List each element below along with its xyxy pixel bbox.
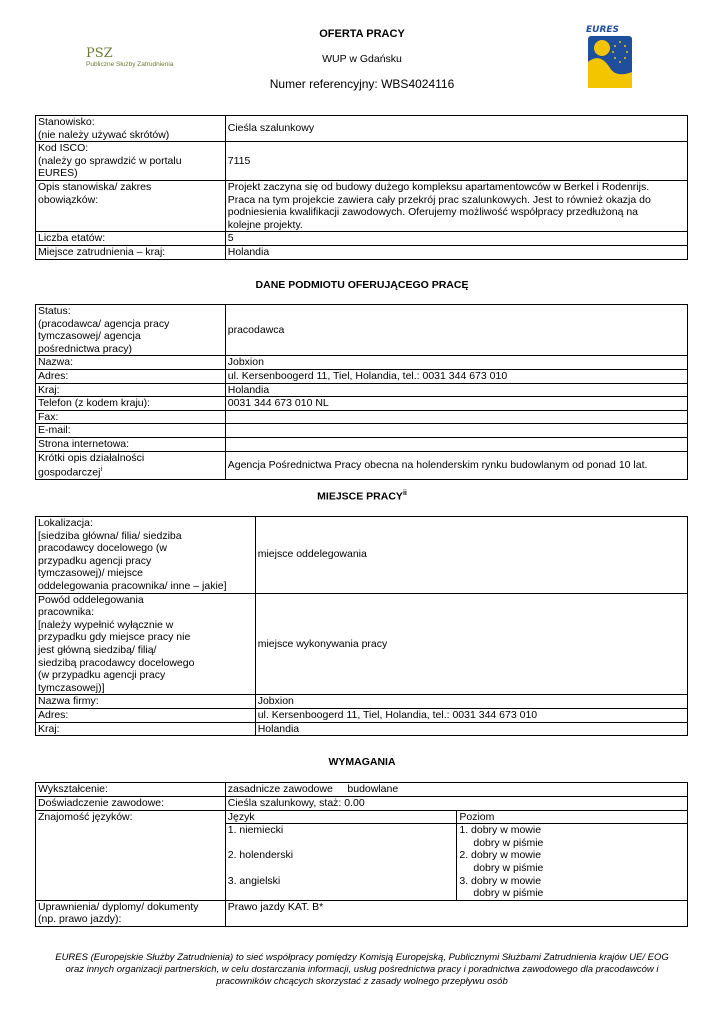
isco-value: 7115	[225, 142, 687, 181]
www-label: Strona internetowa:	[36, 437, 226, 451]
country-value: Holandia	[225, 245, 687, 259]
address-value: ul. Kersenboogerd 11, Tiel, Holandia, tel.: 0031 344 673 010	[255, 708, 687, 722]
label-cell	[36, 180, 226, 231]
reason-label-line: (w przypadku agencji pracy	[38, 669, 166, 682]
description-line: podniesienia kwalifikacji zawodowych. Oferujemy możliwość współpracy przedłużoną na	[227, 206, 639, 219]
table-row	[36, 232, 688, 246]
workplace-title-text: MIEJSCE PRACY	[317, 490, 403, 503]
table-row	[36, 180, 688, 231]
fax-label: Fax:	[36, 410, 226, 424]
address-value: ul. Kersenboogerd 11, Tiel, Holandia, tel.: 0031 344 673 010	[225, 369, 687, 383]
education-field: budowlane	[347, 783, 399, 795]
isco-label-note: (należy go sprawdzić w portalu	[38, 154, 182, 167]
table-row	[36, 810, 688, 824]
workplace-section-title	[0, 490, 724, 503]
position-label: Stanowisko:	[38, 116, 95, 128]
label-cell	[36, 142, 226, 181]
status-label-note: tymczasowej/ agencja	[38, 330, 141, 343]
table-row	[36, 383, 688, 397]
description-value	[225, 180, 687, 231]
isco-label-note-2: EURES)	[38, 167, 78, 180]
reason-label-line: tymczasowej)]	[38, 681, 105, 694]
experience-value: Cieśla szalunkowy, staż: 0.00	[225, 797, 687, 811]
table-row	[36, 722, 688, 736]
certificates-value: Prawo jazdy KAT. B*	[225, 900, 687, 926]
table-row	[36, 116, 688, 142]
office-name: WUP w Gdańsku	[322, 53, 402, 65]
posts-value: 5	[225, 232, 687, 246]
table-row	[36, 437, 688, 451]
location-label-line: oddelegowania pracownika/ inne – jakie]	[38, 579, 227, 592]
table-row	[36, 410, 688, 424]
www-value	[225, 437, 687, 451]
table-row	[36, 593, 688, 695]
table-row	[36, 783, 688, 797]
footnote-marker: i	[100, 466, 103, 474]
table-row	[36, 397, 688, 411]
footer-note	[40, 952, 684, 988]
reason-label	[36, 593, 256, 695]
country-label: Kraj:	[36, 383, 226, 397]
certificates-label	[36, 900, 226, 926]
language-level-writing: dobry w piśmie	[473, 861, 544, 874]
position-value: Cieśla szalunkowy	[225, 116, 687, 142]
table-row	[36, 517, 688, 594]
certificates-label-line: (np. prawo jazdy):	[38, 913, 122, 926]
firm-label: Nazwa firmy:	[36, 695, 256, 709]
workplace-table	[35, 516, 688, 736]
activity-label-line: Krótki opis działalności	[38, 451, 145, 464]
table-row	[36, 451, 688, 480]
table-row	[36, 369, 688, 383]
description-label-2: obowiązków:	[38, 193, 99, 206]
status-label-note: pośrednictwa pracy)	[38, 342, 132, 355]
location-label-line: [siedziba główna/ filia/ siedziba	[38, 529, 182, 542]
position-label-note: (nie należy używać skrótów)	[38, 128, 170, 141]
phone-value: 0031 344 673 010 NL	[225, 397, 687, 411]
employer-table	[35, 304, 688, 480]
language-names	[225, 824, 457, 901]
table-row	[36, 695, 688, 709]
language-column-header: Język	[225, 810, 457, 824]
education-value	[225, 783, 687, 797]
job-table	[35, 115, 688, 260]
table-row	[36, 245, 688, 259]
language-level-speaking: 3. dobry w mowie	[459, 874, 542, 887]
psz-logo-subtitle: Publiczne Służby Zatrudnienia	[86, 61, 174, 68]
language-level-speaking: 1. dobry w mowie	[459, 824, 542, 837]
country-label: Miejsce zatrudnienia – kraj:	[36, 245, 226, 259]
status-label: Status:	[38, 305, 71, 317]
address-label: Adres:	[36, 708, 256, 722]
reason-label-line: jest główną siedzibą/ filią/	[38, 643, 157, 656]
name-value: Jobxion	[225, 356, 687, 370]
requirements-table	[35, 782, 688, 927]
language-level-speaking: 2. dobry w mowie	[459, 849, 542, 862]
status-label-note: (pracodawca/ agencja pracy	[38, 317, 170, 330]
location-label-line: pracodawcy docelowego (w	[38, 542, 167, 555]
level-column-header: Poziom	[457, 810, 688, 824]
page-title: OFERTA PRACY	[319, 28, 405, 40]
certificates-label-line: Uprawnienia/ dyplomy/ dokumenty	[38, 900, 199, 913]
location-value: miejsce oddelegowania	[255, 517, 687, 594]
footnote-marker: ii	[402, 490, 407, 497]
reason-label-line: Powód oddelegowania	[38, 593, 144, 606]
description-line: kolejne projekty.	[227, 218, 303, 231]
name-label: Nazwa:	[36, 356, 226, 370]
language-name: 3. angielski	[227, 874, 281, 887]
email-label: E-mail:	[36, 424, 226, 438]
eures-logo-text: EURES	[586, 25, 620, 35]
language-levels	[457, 824, 688, 901]
table-row	[36, 708, 688, 722]
languages-label: Znajomość języków:	[36, 810, 226, 900]
reason-label-line: pracownika:	[38, 606, 95, 619]
requirements-section-title: WYMAGANIA	[328, 756, 396, 768]
phone-label: Telefon (z kodem kraju):	[36, 397, 226, 411]
activity-value: Agencja Pośrednictwa Pracy obecna na holenderskim rynku budowlanym od ponad 10 lat.	[225, 451, 687, 480]
education-label: Wykształcenie:	[36, 783, 226, 797]
language-level-writing: dobry w piśmie	[473, 887, 544, 900]
status-value: pracodawca	[225, 305, 687, 356]
email-value	[225, 424, 687, 438]
activity-label-line: gospodarczej	[38, 466, 101, 479]
language-name: 2. holenderski	[227, 849, 294, 862]
table-row	[36, 797, 688, 811]
address-label: Adres:	[36, 369, 226, 383]
table-row	[36, 900, 688, 926]
reason-label-line: [należy wypełnić wyłącznie w	[38, 618, 174, 631]
footer-line: EURES (Europejskie Służby Zatrudnienia) to sieć współpracy pomiędzy Komisją Europejską, Publicznymi Służbami Zatrudnienia krajów UE/ EOG	[55, 952, 669, 963]
reason-value: miejsce wykonywania pracy	[255, 593, 687, 695]
table-row	[36, 142, 688, 181]
country-label: Kraj:	[36, 722, 256, 736]
footer-line: oraz innych organizacji partnerskich, w celu dostarczania informacji, usług pośrednictwa pracy i poradnictwa zawodowego dla pracodawców i	[65, 964, 659, 975]
label-cell	[36, 305, 226, 356]
reference-number: Numer referencyjny: WBS4024116	[269, 77, 455, 91]
country-value: Holandia	[255, 722, 687, 736]
location-label-line: przypadku agencji pracy	[38, 554, 152, 567]
table-row	[36, 305, 688, 356]
language-name: 1. niemiecki	[227, 824, 284, 837]
location-label-line: tymczasowej)/ miejsce	[38, 567, 144, 580]
location-label	[36, 517, 256, 594]
reason-label-line: przypadku gdy miejsce pracy nie	[38, 631, 191, 644]
experience-label: Doświadczenie zawodowe:	[36, 797, 226, 811]
firm-value: Jobxion	[255, 695, 687, 709]
label-cell	[36, 116, 226, 142]
employer-section-title: DANE PODMIOTU OFERUJĄCEGO PRACĘ	[255, 279, 469, 291]
footer-line: pracowników chcących skorzystać z zasady wolnego przepływu osób	[216, 976, 508, 987]
table-row	[36, 424, 688, 438]
eures-logo	[580, 22, 640, 94]
description-line: Praca na tym projekcie zawiera cały przekrój prac szalunkowych. Jest to również okazja do	[227, 193, 651, 206]
description-line: Projekt zaczyna się od budowy dużego kompleksu apartamentowców w Berkel i Rodenrijs.	[227, 180, 650, 193]
language-level-writing: dobry w piśmie	[473, 836, 544, 849]
location-label-line: Lokalizacja:	[38, 517, 93, 529]
psz-logo-text: PSZ	[86, 46, 113, 61]
table-row	[36, 356, 688, 370]
country-value: Holandia	[225, 383, 687, 397]
education-level: zasadnicze zawodowe	[227, 783, 333, 795]
isco-label: Kod ISCO:	[38, 142, 89, 155]
reason-label-line: siedzibą pracodawcy docelowego	[38, 656, 195, 669]
posts-label: Liczba etatów:	[36, 232, 226, 246]
description-label: Opis stanowiska/ zakres	[38, 180, 152, 193]
activity-label	[36, 451, 226, 480]
fax-value	[225, 410, 687, 424]
